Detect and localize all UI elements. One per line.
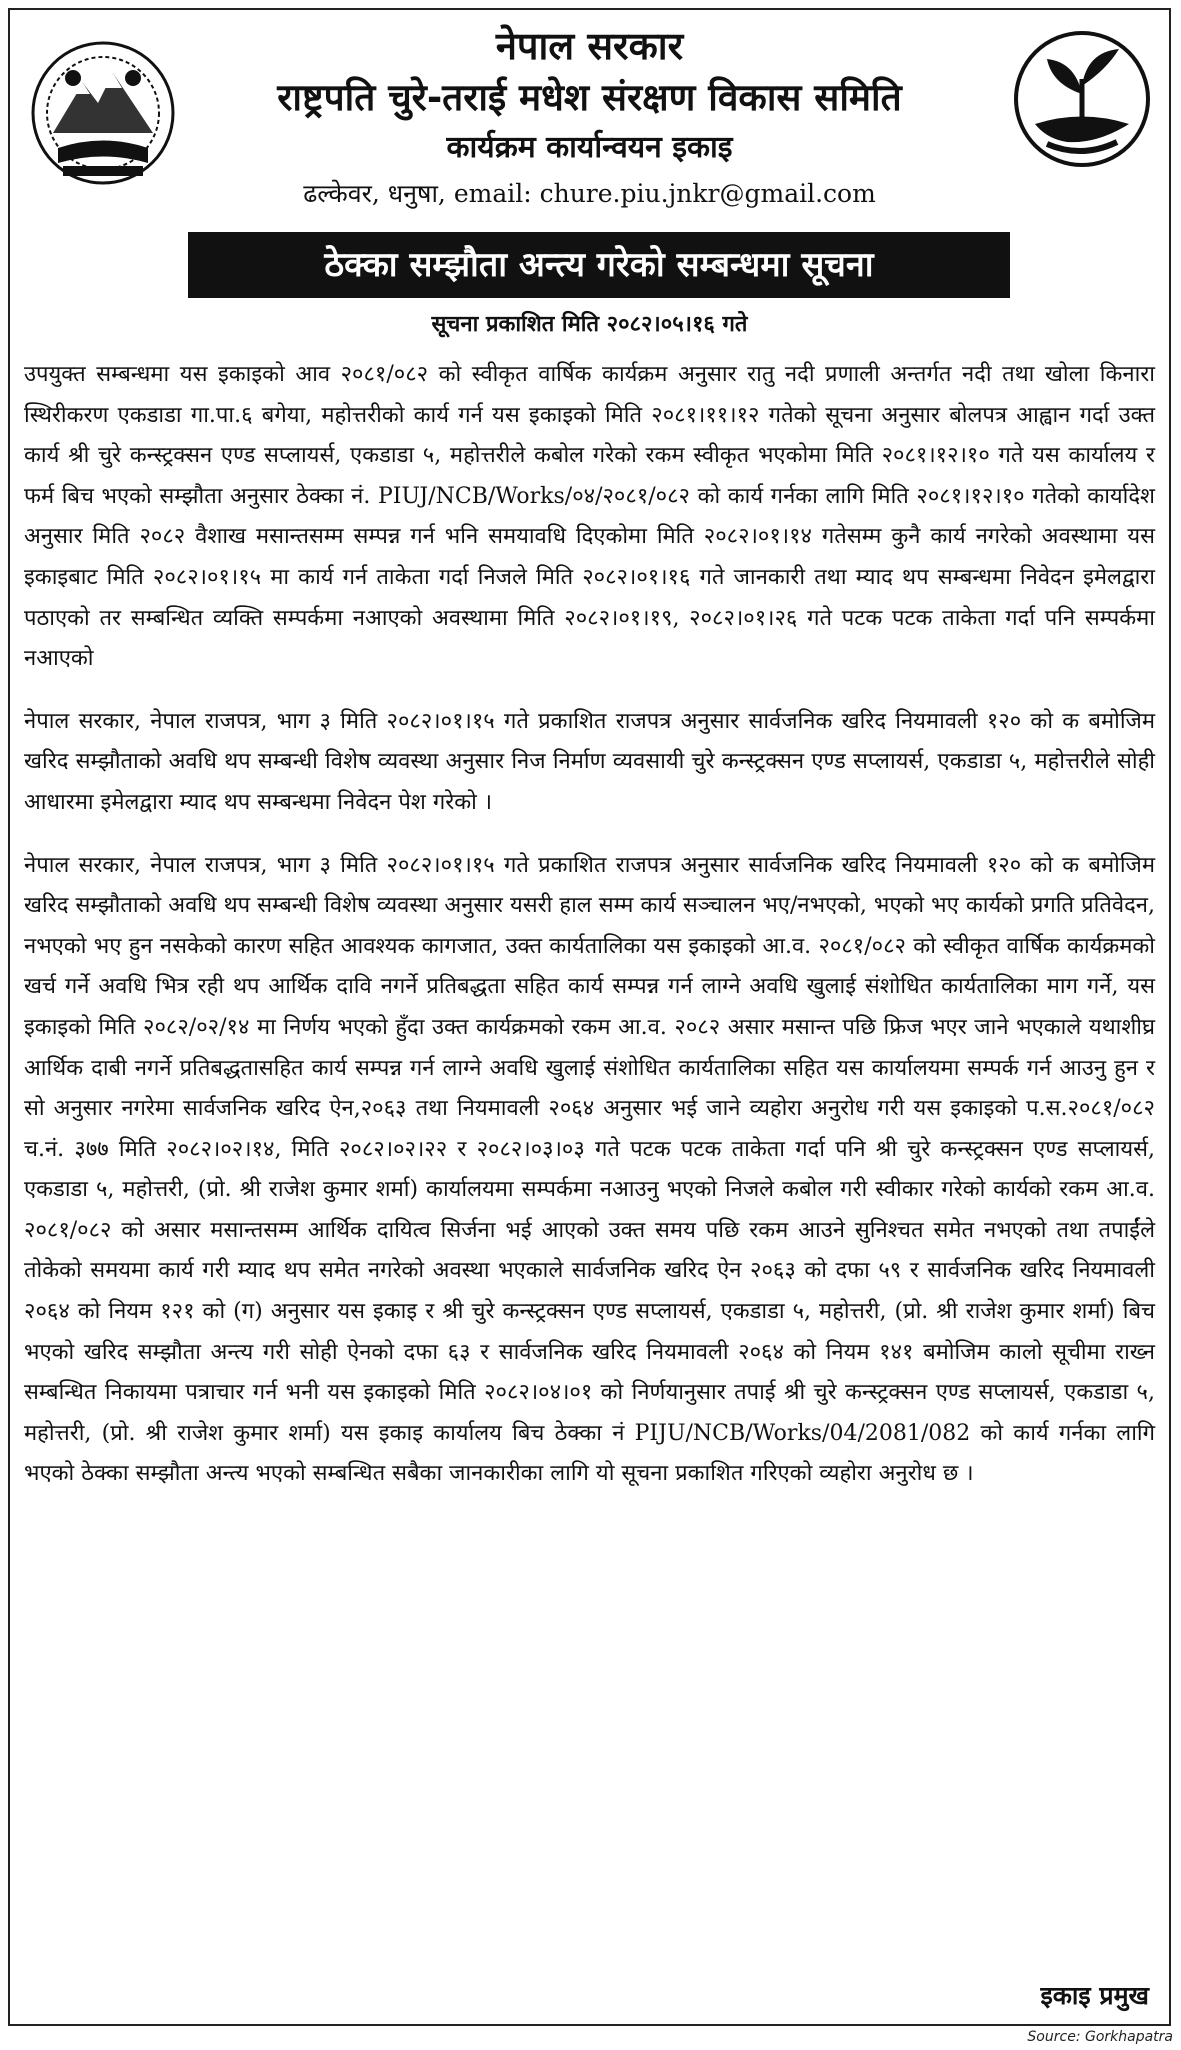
nepal-government-emblem-icon	[28, 38, 178, 188]
notice-title: ठेक्का सम्झौता अन्त्य गरेको सम्बन्धमा सूचना	[188, 232, 1010, 298]
unit-name: कार्यक्रम कार्यान्वयन इकाइ	[446, 130, 733, 165]
office-address: ढल्केवर, धनुषा, email: chure.piu.jnkr@gmail.com	[303, 179, 876, 208]
published-date: सूचना प्रकाशित मिति २०८२।०५।१६ गते	[431, 312, 748, 337]
signature-unit-chief: इकाइ प्रमुख	[1040, 1981, 1149, 2010]
paragraph-1: उपयुक्त सम्बन्धमा यस इकाइको आव २०८१/०८२ को स्वीकृत वार्षिक कार्यक्रम अनुसार रातु नदी प्रणाली अन्तर्गत नदी तथा खोला किनारा स्थिरीकरण एकडाडा गा.पा.६ बगेया, महोत्तरीको कार्य गर्न यस इकाइको मिति २०८१।११।१२ गतेको सूचना अनुसार बोलपत्र आह्वान गर्दा उक्त कार्य श्री चुरे कन्स्ट्रक्सन एण्ड सप्लायर्स, एकडाडा ५, महोत्तरीले कबोल गरेको रकम स्वीकृत भएकोमा मिति २०८१।१२।१० गते यस कार्यालय र फर्म बिच भएको सम्झौता अनुसार ठेक्का नं. PIUJ/NCB/Works/०४/२०८१/०८२ को कार्य गर्नका लागि मिति २०८१।१२।१० गतेको कार्यादेश अनुसार मिति २०८२ वैशाख मसान्तसम्म सम्पन्न गर्न भनि समयावधि दिएकोमा मिति २०८२।०१।१४ गतेसम्म कुनै कार्य नगरेको अवस्थामा यस इकाइबाट मिति २०८२।०१।१५ मा कार्य गर्न ताकेता गर्दा निजले मिति २०८२।०१।१६ गते जानकारी तथा म्याद थप सम्बन्धमा निवेदन इमेलद्वारा पठाएको तर सम्बन्धित व्यक्ति सम्पर्कमा नआएको अवस्थामा मिति २०८२।०१।१९, २०८२।०१।२६ गते पटक पटक ताकेता गर्दा पनि सम्पर्कमा नआएको	[24, 362, 1155, 672]
notice-header	[10, 10, 1169, 337]
committee-name: राष्ट्रपति चुरे-तराई मधेश संरक्षण विकास समिति	[277, 76, 902, 119]
source-credit: Source: Gorkhapatra	[1027, 2029, 1173, 2045]
notice-body	[24, 355, 1155, 1517]
chure-committee-logo-icon	[1007, 24, 1157, 174]
government-name: नेपाल सरकार	[495, 24, 684, 68]
paragraph-2: नेपाल सरकार, नेपाल राजपत्र, भाग ३ मिति २०८२।०१।१५ गते प्रकाशित राजपत्र अनुसार सार्वजनिक खरिद नियमावली १२० को क बमोजिम खरिद सम्झौताको अवधि थप सम्बन्धी विशेष व्यवस्था अनुसार निज निर्माण व्यवसायी चुरे कन्स्ट्रक्सन एण्ड सप्लायर्स, एकडाडा ५, महोत्तरीले सोही आधारमा इमेलद्वारा म्याद थप सम्बन्धमा निवेदन पेश गरेको ।	[24, 708, 1155, 815]
paragraph-3: नेपाल सरकार, नेपाल राजपत्र, भाग ३ मिति २०८२।०१।१५ गते प्रकाशित राजपत्र अनुसार सार्वजनिक खरिद नियमावली १२० को क बमोजिम खरिद सम्झौताको अवधि थप सम्बन्धी विशेष व्यवस्था अनुसार यसरी हाल सम्म कार्य सञ्चालन भए/नभएको, भएको भए कार्यको प्रगति प्रतिवेदन, नभएको भए हुन नसकेको कारण सहित आवश्यक कागजात, उक्त कार्यतालिका यस इकाइको आ.व. २०८१/०८२ को स्वीकृत वार्षिक कार्यक्रमको खर्च गर्ने अवधि भित्र रही थप आर्थिक दावि नगर्ने प्रतिबद्धता सहित कार्य सम्पन्न गर्न लाग्ने अवधि खुलाई संशोधित कार्यतालिका माग गर्ने, यस इकाइको मिति २०८२/०२/१४ मा निर्णय भएको हुँदा उक्त कार्यक्रमको रकम आ.व. २०८२ असार मसान्त पछि फ्रिज भएर जाने भएकाले यथाशीघ्र आर्थिक दाबी नगर्ने प्रतिबद्धतासहित कार्य सम्पन्न गर्न लाग्ने अवधि खुलाई संशोधित कार्यतालिका सहित यस कार्यालयमा सम्पर्क गर्न आउनु हुन र सो अनुसार नगरेमा सार्वजनिक खरिद ऐन,२०६३ तथा नियमावली २०६४ अनुसार भई जाने व्यहोरा अनुरोध गरी यस इकाइको प.स.२०८१/०८२ च.नं. ३७७ मिति २०८२।०२।१४, मिति २०८२।०२।२२ र २०८२।०३।०३ गते पटक पटक ताकेता गर्दा पनि श्री चुरे कन्स्ट्रक्सन एण्ड सप्लायर्स, एकडाडा ५, महोत्तरी, (प्रो. श्री राजेश कुमार शर्मा) कार्यालयमा सम्पर्कमा नआउनु भएको निजले कबोल गरी स्वीकार गरेको कार्यको रकम आ.व. २०८१/०८२ को असार मसान्तसम्म आर्थिक दायित्व सिर्जना भई आएको उक्त समय पछि रकम आउने सुनिश्चत समेत नभएको तथा तपाईंले तोकेको समयमा कार्य गरी म्याद थप समेत नगरेको अवस्था भएकाले सार्वजनिक खरिद ऐन २०६३ को दफा ५९ र सार्वजनिक खरिद नियमावली २०६४ को नियम १२१ को (ग) अनुसार यस इकाइ र श्री चुरे कन्स्ट्रक्सन एण्ड सप्लायर्स, एकडाडा ५, महोत्तरी, (प्रो. श्री राजेश कुमार शर्मा) बिच भएको खरिद सम्झौता अन्त्य गरी सोही ऐनको दफा ६३ र सार्वजनिक खरिद नियमावली २०६४ को नियम १४१ बमोजिम कालो सूचीमा राख्न सम्बन्धित निकायमा पत्राचार गर्न भनी यस इकाइको मिति २०८२।०४।०१ को निर्णयानुसार तपाई श्री चुरे कन्स्ट्रक्सन एण्ड सप्लायर्स, एकडाडा ५, महोत्तरी, (प्रो. श्री राजेश कुमार शर्मा) यस इकाइ कार्यालय बिच ठेक्का नं PIJU/NCB/Works/04/2081/082 को कार्य गर्नका लागि भएको ठेक्का सम्झौता अन्त्य भएको सम्बन्धित सबैका जानकारीका लागि यो सूचना प्रकाशित गरिएको व्यहोरा अनुरोध छ ।	[24, 852, 1155, 1487]
notice-frame	[8, 8, 1171, 2026]
